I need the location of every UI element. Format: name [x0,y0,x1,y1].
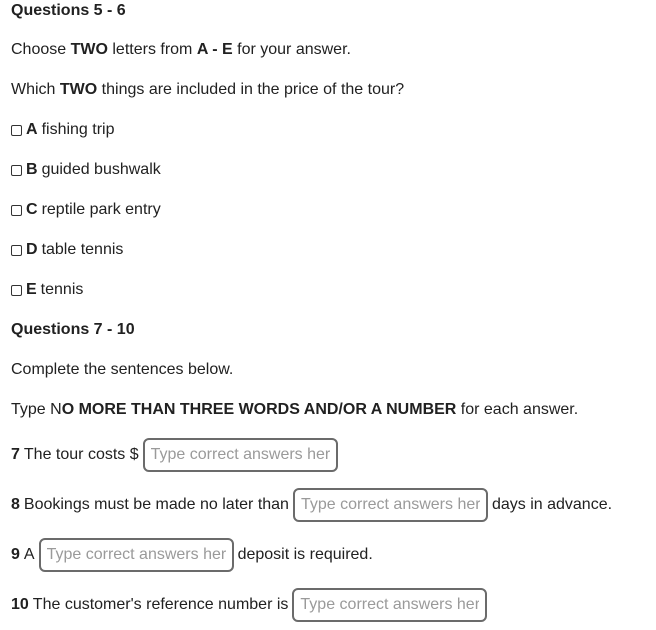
question-text: The customer's reference number is [32,596,289,613]
option-a[interactable] [11,120,114,140]
answer-input-9[interactable] [39,538,234,572]
question-7 [11,438,342,472]
option-label: tennis [40,281,84,298]
section-heading-7-10: Questions 7 - 10 [11,321,135,338]
question-text: Which [11,81,60,98]
option-letter: B [26,161,38,178]
option-letter: E [26,281,37,298]
instruction-choose-two [11,40,351,60]
option-letter: C [26,201,38,218]
answer-input-8[interactable] [293,488,488,522]
option-letter: A [26,121,38,138]
question-text: The tour costs $ [23,446,139,463]
instruction-emphasis: A - E [196,41,233,58]
question-number: 8 [11,496,20,513]
option-label: reptile park entry [41,201,161,218]
instruction-text: for each answer. [456,401,579,418]
question-number: 9 [11,546,20,563]
instruction-text: Choose [11,41,71,58]
option-a-checkbox[interactable] [11,125,22,136]
question-prompt [11,80,404,100]
instruction-emphasis: O MORE THAN THREE WORDS AND/OR A NUMBER [61,401,457,418]
question-text-after: deposit is required. [237,546,373,563]
option-label: table tennis [41,241,124,258]
option-d[interactable] [11,240,123,260]
option-b-checkbox[interactable] [11,165,22,176]
answer-input-7[interactable] [143,438,338,472]
question-number: 10 [11,596,29,613]
question-text: A [23,546,35,563]
instruction-text: for your answer. [232,41,351,58]
question-10 [11,588,491,622]
instruction-complete: Complete the sentences below. [11,361,234,378]
instruction-word-limit [11,400,578,420]
question-9 [11,538,373,572]
option-label: fishing trip [41,121,115,138]
question-text: things are included in the price of the tour? [97,81,405,98]
answer-input-10[interactable] [292,588,487,622]
option-label: guided bushwalk [41,161,161,178]
question-number: 7 [11,446,20,463]
instruction-text: Type N [11,401,62,418]
option-c-checkbox[interactable] [11,205,22,216]
section-heading-5-6: Questions 5 - 6 [11,2,126,19]
instruction-emphasis: TWO [70,41,108,58]
option-d-checkbox[interactable] [11,245,22,256]
option-b[interactable] [11,160,161,180]
option-e-checkbox[interactable] [11,285,22,296]
question-text-after: days in advance. [491,496,613,513]
option-letter: D [26,241,38,258]
instruction-text: letters from [107,41,197,58]
question-emphasis: TWO [59,81,98,98]
question-text: Bookings must be made no later than [23,496,289,513]
option-c[interactable] [11,200,161,220]
option-e[interactable] [11,280,83,300]
question-8 [11,488,612,522]
